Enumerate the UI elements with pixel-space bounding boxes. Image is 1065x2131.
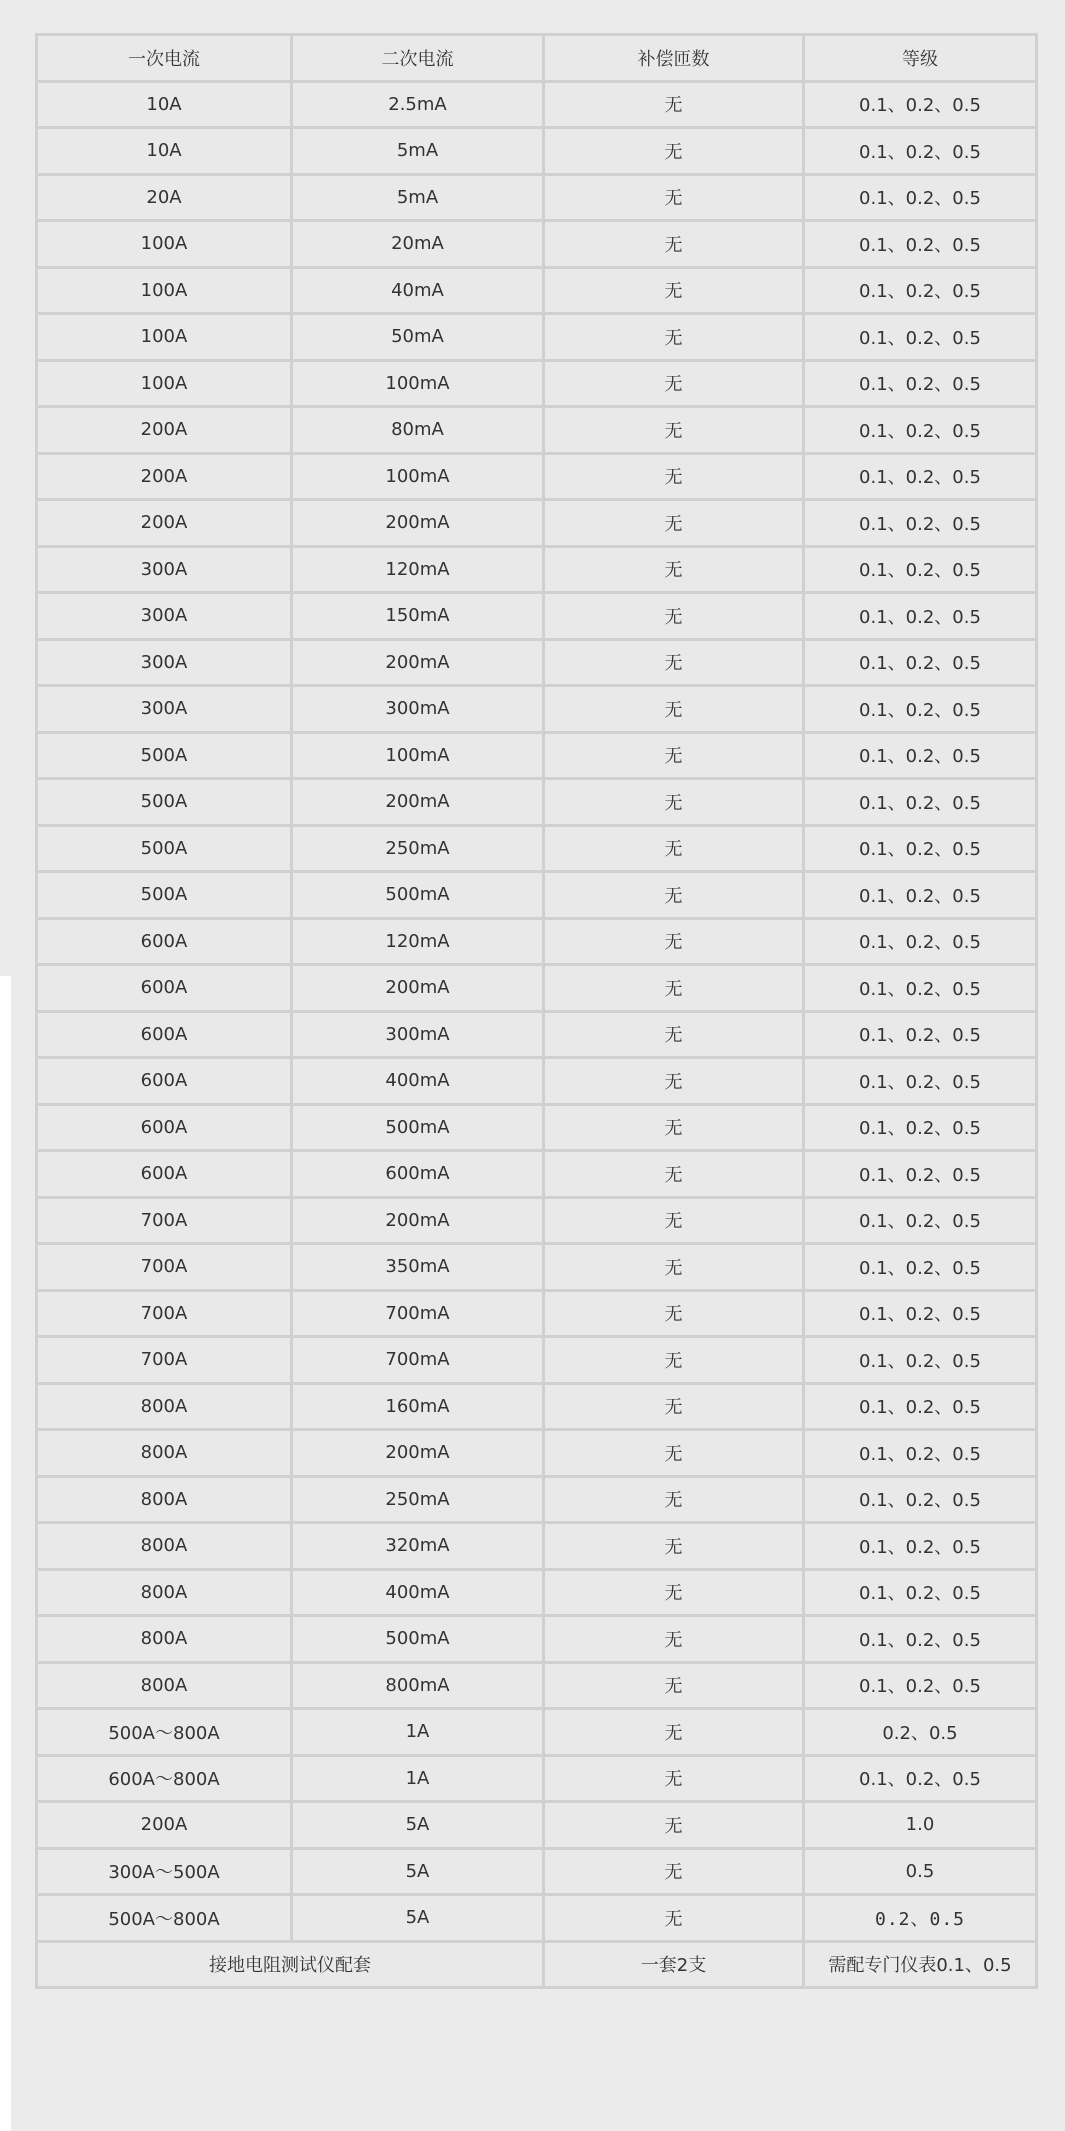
cell-secondary-current: 5mA (292, 128, 544, 175)
cell-accuracy-class: 0.2、0.5 (804, 1895, 1037, 1942)
spec-table (35, 33, 1038, 1989)
cell-compensation-turns: 无 (544, 453, 804, 500)
table-row (37, 174, 1037, 221)
cell-compensation-turns: 无 (544, 686, 804, 733)
cell-accuracy-class: 0.1、0.2、0.5 (804, 500, 1037, 547)
cell-primary-current: 100A (37, 221, 292, 268)
cell-secondary-current: 100mA (292, 453, 544, 500)
cell-primary-current: 500A (37, 732, 292, 779)
cell-primary-current: 300A (37, 546, 292, 593)
table-row (37, 1523, 1037, 1570)
cell-compensation-turns: 无 (544, 779, 804, 826)
cell-accuracy-class: 0.1、0.2、0.5 (804, 1337, 1037, 1384)
cell-accuracy-class: 0.1、0.2、0.5 (804, 1244, 1037, 1291)
table-header-row (37, 35, 1037, 82)
cell-secondary-current: 40mA (292, 267, 544, 314)
cell-compensation-turns: 无 (544, 314, 804, 361)
cell-secondary-current: 200mA (292, 500, 544, 547)
table-row (37, 1755, 1037, 1802)
cell-primary-current: 600A (37, 1058, 292, 1105)
cell-accuracy-class: 0.1、0.2、0.5 (804, 825, 1037, 872)
cell-primary-current: 700A (37, 1244, 292, 1291)
cell-primary-current: 300A～500A (37, 1848, 292, 1895)
cell-accuracy-class: 0.1、0.2、0.5 (804, 779, 1037, 826)
table-row (37, 965, 1037, 1012)
cell-compensation-turns: 无 (544, 1662, 804, 1709)
cell-compensation-turns: 无 (544, 639, 804, 686)
cell-primary-current: 800A (37, 1662, 292, 1709)
cell-accuracy-class: 0.1、0.2、0.5 (804, 1569, 1037, 1616)
cell-accuracy-class: 0.1、0.2、0.5 (804, 221, 1037, 268)
table-row (37, 221, 1037, 268)
cell-primary-current: 300A (37, 639, 292, 686)
cell-accuracy-class: 0.1、0.2、0.5 (804, 1197, 1037, 1244)
cell-compensation-turns: 无 (544, 1709, 804, 1756)
table-row (37, 732, 1037, 779)
cell-secondary-current: 200mA (292, 1197, 544, 1244)
cell-secondary-current: 200mA (292, 779, 544, 826)
cell-secondary-current: 200mA (292, 1430, 544, 1477)
table-row (37, 407, 1037, 454)
cell-secondary-current: 700mA (292, 1290, 544, 1337)
table-row (37, 825, 1037, 872)
table-row (37, 500, 1037, 547)
cell-primary-current: 600A (37, 965, 292, 1012)
cell-secondary-current: 800mA (292, 1662, 544, 1709)
cell-primary-current: 800A (37, 1523, 292, 1570)
cell-accuracy-class: 0.1、0.2、0.5 (804, 314, 1037, 361)
table-row (37, 1383, 1037, 1430)
cell-primary-current: 100A (37, 360, 292, 407)
cell-primary-current: 200A (37, 453, 292, 500)
cell-secondary-current: 150mA (292, 593, 544, 640)
cell-primary-current: 600A (37, 1104, 292, 1151)
table-row (37, 81, 1037, 128)
table-row (37, 639, 1037, 686)
cell-accuracy-class: 0.1、0.2、0.5 (804, 1755, 1037, 1802)
cell-primary-current: 600A～800A (37, 1755, 292, 1802)
cell-compensation-turns: 无 (544, 825, 804, 872)
cell-accuracy-class: 0.1、0.2、0.5 (804, 872, 1037, 919)
table-row (37, 360, 1037, 407)
cell-secondary-current: 5mA (292, 174, 544, 221)
cell-accuracy-class: 0.1、0.2、0.5 (804, 81, 1037, 128)
cell-compensation-turns: 无 (544, 1104, 804, 1151)
table-row (37, 1337, 1037, 1384)
cell-secondary-current: 2.5mA (292, 81, 544, 128)
table-row (37, 779, 1037, 826)
cell-compensation-turns: 无 (544, 174, 804, 221)
cell-compensation-turns: 无 (544, 1337, 804, 1384)
cell-accuracy-class: 0.1、0.2、0.5 (804, 1011, 1037, 1058)
footer-label: 接地电阻测试仪配套 (37, 1941, 544, 1988)
table-row (37, 1290, 1037, 1337)
cell-compensation-turns: 无 (544, 128, 804, 175)
cell-secondary-current: 400mA (292, 1058, 544, 1105)
cell-compensation-turns: 无 (544, 1151, 804, 1198)
cell-compensation-turns: 无 (544, 965, 804, 1012)
cell-secondary-current: 100mA (292, 360, 544, 407)
cell-compensation-turns: 无 (544, 81, 804, 128)
table-row (37, 1662, 1037, 1709)
cell-compensation-turns: 无 (544, 1197, 804, 1244)
cell-primary-current: 200A (37, 407, 292, 454)
cell-accuracy-class: 0.1、0.2、0.5 (804, 918, 1037, 965)
cell-primary-current: 700A (37, 1337, 292, 1384)
table-row (37, 1802, 1037, 1849)
table-row (37, 1104, 1037, 1151)
cell-accuracy-class: 1.0 (804, 1802, 1037, 1849)
cell-compensation-turns: 无 (544, 872, 804, 919)
cell-secondary-current: 200mA (292, 965, 544, 1012)
cell-compensation-turns: 无 (544, 500, 804, 547)
footer-quantity: 一套2支 (544, 1941, 804, 1988)
cell-secondary-current: 20mA (292, 221, 544, 268)
cell-primary-current: 500A (37, 779, 292, 826)
cell-primary-current: 600A (37, 1151, 292, 1198)
cell-secondary-current: 300mA (292, 686, 544, 733)
cell-secondary-current: 1A (292, 1709, 544, 1756)
cell-primary-current: 200A (37, 1802, 292, 1849)
table-row (37, 1011, 1037, 1058)
table-row (37, 267, 1037, 314)
cell-accuracy-class: 0.2、0.5 (804, 1709, 1037, 1756)
cell-secondary-current: 350mA (292, 1244, 544, 1291)
cell-compensation-turns: 无 (544, 1755, 804, 1802)
cell-accuracy-class: 0.1、0.2、0.5 (804, 1616, 1037, 1663)
cell-compensation-turns: 无 (544, 1011, 804, 1058)
cell-accuracy-class: 0.1、0.2、0.5 (804, 546, 1037, 593)
table-row (37, 1848, 1037, 1895)
cell-secondary-current: 300mA (292, 1011, 544, 1058)
cell-secondary-current: 80mA (292, 407, 544, 454)
cell-secondary-current: 100mA (292, 732, 544, 779)
table-row (37, 546, 1037, 593)
table-row (37, 1476, 1037, 1523)
cell-compensation-turns: 无 (544, 546, 804, 593)
cell-accuracy-class: 0.1、0.2、0.5 (804, 360, 1037, 407)
cell-secondary-current: 120mA (292, 918, 544, 965)
cell-primary-current: 600A (37, 918, 292, 965)
cell-accuracy-class: 0.1、0.2、0.5 (804, 1151, 1037, 1198)
cell-compensation-turns: 无 (544, 593, 804, 640)
cell-secondary-current: 5A (292, 1895, 544, 1942)
table-row (37, 453, 1037, 500)
cell-accuracy-class: 0.1、0.2、0.5 (804, 1523, 1037, 1570)
cell-compensation-turns: 无 (544, 1383, 804, 1430)
cell-primary-current: 300A (37, 593, 292, 640)
table-row (37, 1709, 1037, 1756)
cell-secondary-current: 500mA (292, 1104, 544, 1151)
cell-primary-current: 700A (37, 1197, 292, 1244)
cell-compensation-turns: 无 (544, 1848, 804, 1895)
cell-compensation-turns: 无 (544, 360, 804, 407)
cell-primary-current: 500A (37, 872, 292, 919)
header-secondary-current: 二次电流 (292, 35, 544, 82)
cell-primary-current: 10A (37, 81, 292, 128)
table-row (37, 593, 1037, 640)
cell-accuracy-class: 0.1、0.2、0.5 (804, 453, 1037, 500)
cell-primary-current: 300A (37, 686, 292, 733)
cell-primary-current: 800A (37, 1569, 292, 1616)
header-primary-current: 一次电流 (37, 35, 292, 82)
cell-primary-current: 800A (37, 1430, 292, 1477)
cell-accuracy-class: 0.5 (804, 1848, 1037, 1895)
table-row (37, 1197, 1037, 1244)
cell-compensation-turns: 无 (544, 1290, 804, 1337)
header-compensation-turns: 补偿匝数 (544, 35, 804, 82)
cell-compensation-turns: 无 (544, 221, 804, 268)
cell-primary-current: 100A (37, 314, 292, 361)
cell-accuracy-class: 0.1、0.2、0.5 (804, 1290, 1037, 1337)
cell-primary-current: 500A～800A (37, 1709, 292, 1756)
table-row (37, 1244, 1037, 1291)
table-row (37, 686, 1037, 733)
cell-accuracy-class: 0.1、0.2、0.5 (804, 407, 1037, 454)
cell-compensation-turns: 无 (544, 1523, 804, 1570)
cell-secondary-current: 50mA (292, 314, 544, 361)
cell-accuracy-class: 0.1、0.2、0.5 (804, 1430, 1037, 1477)
cell-accuracy-class: 0.1、0.2、0.5 (804, 1104, 1037, 1151)
cell-secondary-current: 160mA (292, 1383, 544, 1430)
cell-primary-current: 800A (37, 1476, 292, 1523)
cell-primary-current: 20A (37, 174, 292, 221)
cell-compensation-turns: 无 (544, 1569, 804, 1616)
cell-compensation-turns: 无 (544, 1244, 804, 1291)
cell-accuracy-class: 0.1、0.2、0.5 (804, 1476, 1037, 1523)
cell-primary-current: 100A (37, 267, 292, 314)
cell-secondary-current: 200mA (292, 639, 544, 686)
cell-primary-current: 600A (37, 1011, 292, 1058)
cell-compensation-turns: 无 (544, 407, 804, 454)
cell-compensation-turns: 无 (544, 1476, 804, 1523)
cell-accuracy-class: 0.1、0.2、0.5 (804, 1662, 1037, 1709)
cell-secondary-current: 500mA (292, 1616, 544, 1663)
table-row (37, 1895, 1037, 1942)
table-row (37, 1058, 1037, 1105)
cell-secondary-current: 5A (292, 1802, 544, 1849)
cell-compensation-turns: 无 (544, 1802, 804, 1849)
footer-note: 需配专门仪表0.1、0.5 (804, 1941, 1037, 1988)
cell-primary-current: 200A (37, 500, 292, 547)
cell-compensation-turns: 无 (544, 1058, 804, 1105)
table-row (37, 1151, 1037, 1198)
cell-secondary-current: 320mA (292, 1523, 544, 1570)
cell-secondary-current: 400mA (292, 1569, 544, 1616)
cell-compensation-turns: 无 (544, 732, 804, 779)
table-row (37, 1616, 1037, 1663)
cell-secondary-current: 500mA (292, 872, 544, 919)
cell-compensation-turns: 无 (544, 918, 804, 965)
cell-secondary-current: 1A (292, 1755, 544, 1802)
cell-accuracy-class: 0.1、0.2、0.5 (804, 174, 1037, 221)
cell-compensation-turns: 无 (544, 1430, 804, 1477)
cell-primary-current: 10A (37, 128, 292, 175)
table-row (37, 128, 1037, 175)
cell-secondary-current: 700mA (292, 1337, 544, 1384)
table-body (37, 81, 1037, 1941)
cell-accuracy-class: 0.1、0.2、0.5 (804, 732, 1037, 779)
table-footer-row (37, 1941, 1037, 1988)
cell-compensation-turns: 无 (544, 1895, 804, 1942)
table-row (37, 1430, 1037, 1477)
cell-primary-current: 800A (37, 1383, 292, 1430)
cell-accuracy-class: 0.1、0.2、0.5 (804, 1058, 1037, 1105)
cell-secondary-current: 600mA (292, 1151, 544, 1198)
cell-primary-current: 500A～800A (37, 1895, 292, 1942)
cell-accuracy-class: 0.1、0.2、0.5 (804, 593, 1037, 640)
header-accuracy-class: 等级 (804, 35, 1037, 82)
table-row (37, 314, 1037, 361)
cell-secondary-current: 120mA (292, 546, 544, 593)
cell-compensation-turns: 无 (544, 1616, 804, 1663)
cell-accuracy-class: 0.1、0.2、0.5 (804, 1383, 1037, 1430)
cell-accuracy-class: 0.1、0.2、0.5 (804, 639, 1037, 686)
cell-primary-current: 500A (37, 825, 292, 872)
cell-primary-current: 700A (37, 1290, 292, 1337)
cell-secondary-current: 250mA (292, 1476, 544, 1523)
cell-primary-current: 800A (37, 1616, 292, 1663)
cell-secondary-current: 5A (292, 1848, 544, 1895)
cell-secondary-current: 250mA (292, 825, 544, 872)
cell-accuracy-class: 0.1、0.2、0.5 (804, 965, 1037, 1012)
cell-compensation-turns: 无 (544, 267, 804, 314)
cell-accuracy-class: 0.1、0.2、0.5 (804, 686, 1037, 733)
table-row (37, 918, 1037, 965)
table-row (37, 872, 1037, 919)
cell-accuracy-class: 0.1、0.2、0.5 (804, 128, 1037, 175)
table-row (37, 1569, 1037, 1616)
cell-accuracy-class: 0.1、0.2、0.5 (804, 267, 1037, 314)
